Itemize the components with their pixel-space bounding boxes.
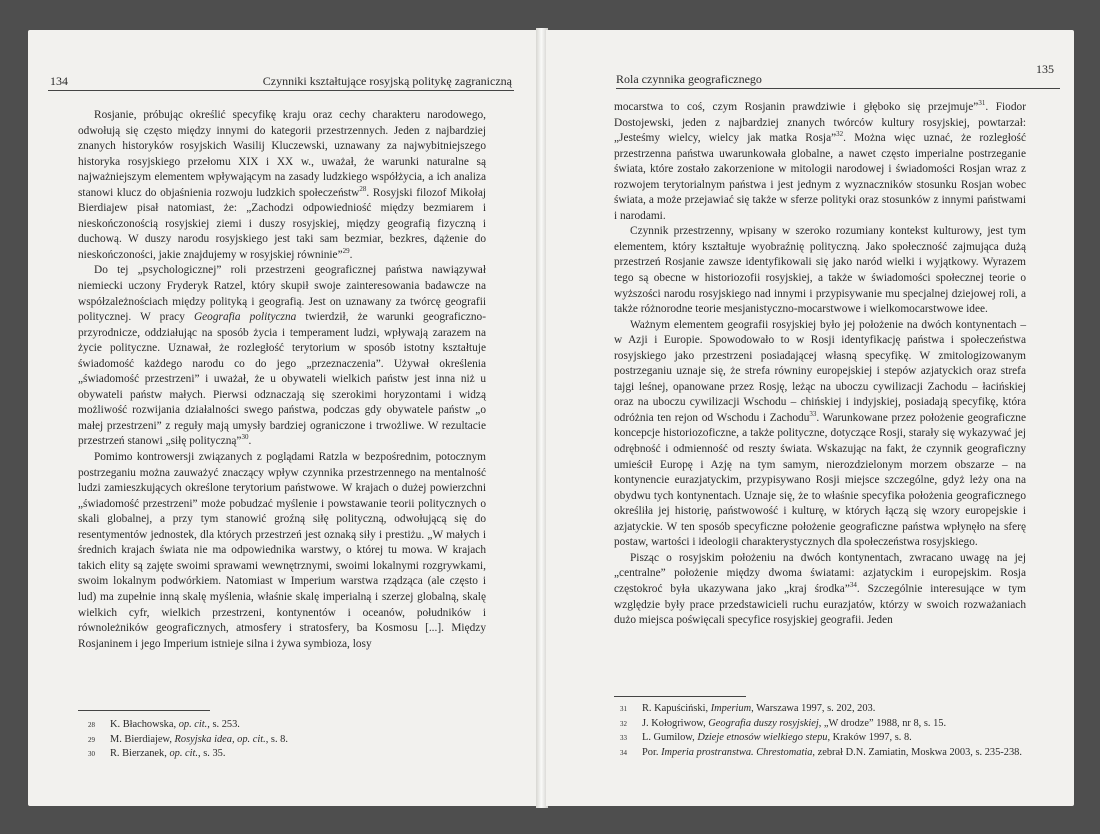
footnote-ref: 28 <box>359 184 367 193</box>
text-run: M. Bierdiajew, <box>110 733 175 745</box>
footnote-ref: 31 <box>978 99 986 108</box>
footnote-ref: 32 <box>836 130 844 139</box>
body-text <box>78 108 486 652</box>
header-rule <box>616 88 1060 89</box>
italic-title: Imperium <box>710 703 752 714</box>
page-number: 134 <box>50 74 68 88</box>
italic-title: op. cit. <box>178 719 208 730</box>
text-run: J. Kołogriwow, <box>642 717 709 729</box>
text-run: , s. 8. <box>265 733 288 745</box>
italic-title: Geografia polityczna <box>193 311 297 324</box>
footnote-text <box>110 733 288 748</box>
footnote-ref: 30 <box>241 433 249 442</box>
running-head: Rola czynnika geograficznego <box>616 72 762 86</box>
text-run: Rosjanie, próbując określić specyfikę kraju oraz cechy charakteru narodowego, odwołują się często między innymi do kategorii przestrzennych. Jeden z najbardziej znanych historyków rosyjskich Wasilij Kluczewski, uznawany za najwybitniejszego historyka rosyjskiego przełomu XIX i XX w., uważał, że warunki naturalne są najważniejszym elementem wpływającym na zasady ludzkiego współżycia, a ich analiza stanowi klucz do objaśnienia rozwoju ludzkich społeczeństw <box>78 109 486 199</box>
footnote-number: 29 <box>88 735 95 744</box>
text-run: Pisząc o rosyjskim położeniu na dwóch kontynentach, zwracano uwagę na jej „centralne” położenie między dwoma światami: azjatyckim i europejskim. Rosja częstokroć była ukazywana jako „kraj środka” <box>614 551 1026 595</box>
italic-title: Dzieje etnosów wielkiego stepu <box>697 732 828 744</box>
italic-title: Imperia prostranstwa. Chrestomatia <box>661 746 813 758</box>
footnote <box>620 746 1040 761</box>
footnote-ref: 33 <box>809 410 817 419</box>
text-run: R. Bierzanek, <box>110 748 170 760</box>
text-run: Czynnik przestrzenny, wpisany w szeroko rozumiany kontekst kulturowy, jest tym elementem, który kształtuje wyobraźnię polityczną. Jako społeczność zajmująca dużą przestrzeń Rosjanie zawsze identyfikowali się jako naród wielki i wyjątkowy. Wyrazem tego są obecne w historiozofii rosyjskiej, a także w świadomości społecznej teorie o wyższości narodu rosyjskiego nad innymi i przypisywanie mu specjalnej dziejowej roli, a także różnorodne teorie mesjanistyczno-mocarstwowe i wielkomocarstwowe idee. <box>614 225 1026 316</box>
footnote-text <box>110 718 240 733</box>
footnote-text <box>642 702 875 717</box>
footnote <box>88 747 488 762</box>
italic-title: Rosyjska idea, op. cit. <box>174 733 266 745</box>
footnote-number: 32 <box>620 719 627 728</box>
italic-title: Geografia duszy rosyjskiej <box>708 717 819 729</box>
text-run: Pomimo kontrowersji związanych z poglądami Ratzla w bezpośrednim, potocznym postrzeganiu można zauważyć znaczący wpływ czynnika przestrzennego na mentalność ludzi zamieszkujących określone terytorium państwowe. W krajach o dużej powierzchni „świadomość przestrzeni” może pobudzać myślenie i powstawanie teorii politycznych o skali globalnej, a przy tym stanowić groźną siłę polityczną, odwołującą się do resentymentów jednostek, dla których przestrzeń jest oznaką siły i prestiżu. „W małych i średnich krajach świata nie ma odpowiednika warstwy, o której tu mowa. W krajach takich elity są zajęte swoimi sprawami wewnętrznymi, swoimi lokalnymi rozgrywkami, swoim lokalnym podwórkiem. Natomiast w Imperium warstwa rządząca (ale często i lud) ma zupełnie inną skalę myślenia, właśnie skalę imperialną i szerzej globalną, skalę wielkich cyfr, wielkich przestrzeni, kontynentów i oceanów, południków i równoleżników geograficznych, atmosfery i stratosfery, ba Kosmosu [...]. Między Rosjaninem i jego Imperium istnieje silna i żywa symbioza, losy <box>78 451 486 650</box>
footnote <box>620 717 1040 732</box>
right-page <box>546 30 1074 806</box>
text-run: , zebrał D.N. Zamiatin, Moskwa 2003, s. 235-238. <box>812 746 1022 758</box>
footnote <box>620 702 1040 717</box>
text-run: mocarstwa to coś, czym Rosjanin prawdziwie i głęboko się przejmuje” <box>614 101 979 113</box>
running-head: Czynniki kształtujące rosyjską politykę zagraniczną <box>262 74 512 88</box>
text-run: . <box>248 435 252 448</box>
text-run: . Można więc uznać, że rozległość przestrzenna państwa uwarunkowała globalne, a nawet często imperialne postrzeganie świata, które zostało zakorzenione w mitologii narodowej i świadomości Rosjan wraz z rozwojem terytorialnym państwa i jest jednym z wyznaczników stosunku Rosjan wobec świata, a może przejawiać się także w sferze polityki oraz stosunków z innymi państwami i narodami. <box>614 132 1027 222</box>
header-rule <box>48 90 514 91</box>
text-run: Do tej „psychologicznej” roli przestrzeni geograficznej państwa nawiązywał niemiecki uczony Fryderyk Ratzel, który skupił swoje zainteresowania badawcze na współzależnościach między polityką i geografią. Jest on uznawany za twórcę geografii politycznej. W pracy <box>78 264 486 324</box>
text-run: . Rosyjski filozof Mikołaj Bierdiajew pisał natomiast, że: „Zachodzi odpowiedniość między bezmiarem i nieskończonością rosyjskiej ziemi i duszy rosyjskiej, między geografią fizyczną i duchową. W duszy narodu rosyjskiego jest taki sam bezmiar, bezkres, dążenie do nieskończoności, jakie znajdujemy w rosyjskiej równinie” <box>78 186 487 261</box>
footnote-text <box>110 747 225 762</box>
footnote-number: 31 <box>620 705 627 713</box>
text-run: , „W drodze” 1988, nr 8, s. 15. <box>818 717 947 729</box>
paragraph <box>78 108 486 263</box>
text-run: . <box>349 248 353 261</box>
footnote-number: 28 <box>88 721 95 729</box>
paragraph <box>614 318 1026 551</box>
footnote-text <box>642 746 1022 761</box>
page-number: 135 <box>1036 62 1054 76</box>
text-run: K. Błachowska, <box>110 719 179 730</box>
text-run: Por. <box>642 746 662 758</box>
footnote <box>88 733 488 748</box>
text-run: , Kraków 1997, s. 8. <box>827 732 912 744</box>
text-run: . Szczególnie interesujące w tym względzie były prace przedstawicieli ruchu eurazjatów, którzy w swoich rozważaniach dużo miejsca poświęcali specyfice rosyjskiej geografii. Jeden <box>614 582 1026 627</box>
footnote-ref: 29 <box>342 247 350 256</box>
footnote <box>620 731 1040 746</box>
footnote-text <box>642 717 946 732</box>
paragraph <box>614 551 1026 629</box>
footnote-rule <box>78 710 210 711</box>
footnote-number: 30 <box>88 750 95 759</box>
footnote-rule <box>614 696 746 697</box>
text-run: , Warszawa 1997, s. 202, 203. <box>751 703 876 714</box>
paragraph <box>78 263 486 450</box>
text-run: R. Kapuściński, <box>642 703 711 714</box>
footnotes <box>620 702 1040 760</box>
paragraph <box>614 100 1026 224</box>
body-text <box>614 100 1026 629</box>
paragraph <box>614 224 1026 317</box>
paragraph <box>78 450 486 652</box>
text-run: . Warunkowane przez położenie geograficzne koncepcje historiozoficzne, a także polityczne, dotyczące Rosji, starały się wykazywać jej odrębność i odmienność od reszty świata. Wskazując na fakt, że czynnik geograficzny umieścił Europę i Azję na tym samym, nierozdzielonym morzem obszarze – na kontynencie eurazjatyckim, przypisywano Rosji miejsce szczególne, gdyż leży ona na obydwu tych kontynentach. Uznaje się, że to właśnie specyfika położenia geograficznego określiła jej historię, państwowość i kulturę, w których łączą się wzory europejskie i azjatyckie. W ten sposób specyficzne położenie geograficzne państwa wpłynęło na sferę postaw, wartości i ideologii charakterystycznych dla społeczeństwa rosyjskiego. <box>614 411 1026 549</box>
footnote-ref: 34 <box>849 581 857 590</box>
text-run: Ważnym elementem geografii rosyjskiej było jej położenie na dwóch kontynentach – w Azji i Europie. Spowodowało to w Rosji identyfikację państwa i społeczeństwa rosyjskiego jako przestrzeni posiadającej własną specyfikę. W zmitologizowanym postrzeganiu uznaje się, że strefa równiny europejskiej i stepów azjatyckich oraz strefa tajgi leśnej, opanowane przez Rosję, leżąc na uboczu cywilizacji Zachodu – łacińskiej oraz na uboczu cywilizacji Wschodu – chińskiej i indyjskiej, posiadają specyfikę, która odróżnia ten rejon od Wschodu i Zachodu <box>614 318 1026 424</box>
italic-title: op. cit. <box>169 748 199 760</box>
footnote-number: 34 <box>620 748 627 757</box>
text-run: , s. 253. <box>207 719 240 730</box>
footnote-number: 33 <box>620 734 627 743</box>
footnote-text <box>642 731 912 746</box>
text-run: , s. 35. <box>198 748 226 760</box>
left-page <box>28 30 538 806</box>
footnote <box>88 718 488 733</box>
footnotes <box>88 718 488 762</box>
text-run: twierdził, że warunki geograficzno-przyrodnicze, oddziałując na sposób życia i temperament ludzi, wpływają zarazem na życie polityczne. Uznawał, że rozległość terytorium w sposób istotny kształtuje świadomość każdego narodu co do jego „przeznaczenia”. Używał określenia „świadomość przestrzeni” i uważał, że u obywateli wielkich państw jest inna niż u obywateli państw małych. Pierwsi odznaczają się szerokimi horyzontami i widzą możliwość rozwijania działalności swego państwa, podczas gdy obywatele państw „o małej przestrzeni” z reguły mają umysły bardziej ograniczone i trwożliwe. W rezultacie przestrzeń stanowi „siłę polityczną” <box>78 311 486 448</box>
text-run: L. Gumilow, <box>642 732 698 744</box>
text-run: . Fiodor Dostojewski, jeden z najbardziej znanych twórców kultury rosyjskiej, powtarzał: „Jesteśmy wielcy, wielcy jak matka Rosja” <box>614 101 1026 145</box>
